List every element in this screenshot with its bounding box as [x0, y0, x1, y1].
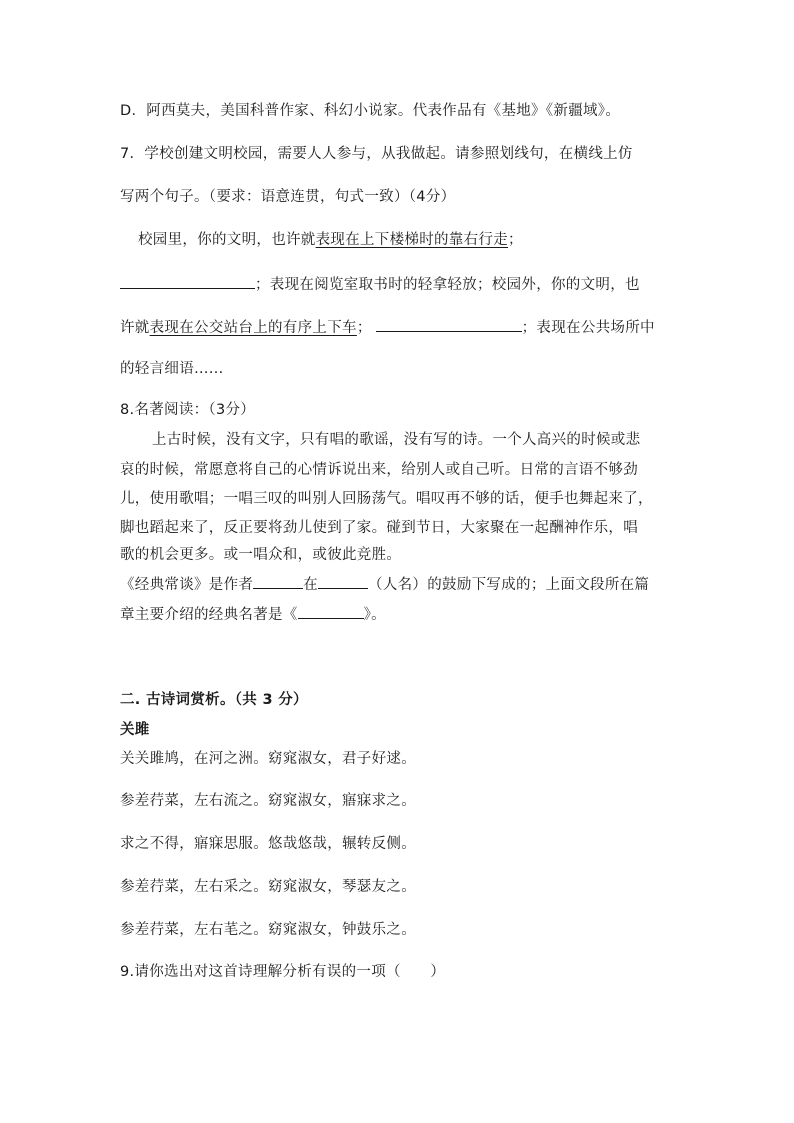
q8-question-text: 在	[303, 577, 319, 593]
q6-option-d: D．阿西莫夫，美国科普作家、科幻小说家。代表作品有《基地》《新疆域》。	[120, 103, 621, 119]
q8-passage-line: 脚也蹈起来了，反正要将劲儿使到了家。碰到节日，大家聚在一起酬神作乐，唱	[120, 520, 638, 536]
q8-question-text: （人名）的鼓励下写成的；上面文段所在篇	[368, 577, 650, 593]
q8-question-line-1	[120, 573, 649, 595]
q8-passage-line: 哀的时候，常愿意将自己的心情诉说出来，给别人或自己听。日常的言语不够劲	[120, 462, 638, 478]
q7-punct: ；	[508, 232, 523, 248]
q9-prompt: 9.请你选出对这首诗理解分析有误的一项（ ）	[120, 964, 446, 980]
poem-title: 关雎	[120, 722, 150, 738]
q8-question-text: 《经典常谈》是作者	[120, 577, 254, 593]
q7-example-text: 许就	[120, 320, 150, 336]
q7-answer-blank-2[interactable]	[376, 316, 522, 332]
q8-passage-line: 上古时候，没有文字，只有唱的歌谣，没有写的诗。一个人高兴的时候或悲	[152, 432, 641, 448]
q8-person-blank[interactable]	[318, 573, 368, 589]
poem-line: 参差荇菜，左右流之。窈窕淑女，寤寐求之。	[120, 793, 416, 809]
q8-question-text: 》。	[363, 607, 386, 623]
q8-question-text: 章主要介绍的经典名著是《	[120, 607, 298, 623]
q7-example-line-3	[120, 316, 655, 338]
q7-example-line-4: 的轻言细语……	[120, 361, 224, 377]
q7-example-text: 校园里，你的文明，也许就	[138, 232, 316, 248]
q8-passage-line: 歌的机会更多。或一唱众和，或彼此竞胜。	[120, 547, 402, 563]
q7-underlined-sentence-1: 表现在上下楼梯时的靠右行走	[315, 232, 509, 248]
q8-question-line-2	[120, 603, 386, 625]
q8-title: 8.名著阅读：（3分）	[120, 402, 256, 418]
q7-prompt-line-1: 7．学校创建文明校园，需要人人参与，从我做起。请参照划线句，在横线上仿	[120, 146, 633, 162]
poem-line: 参差荇菜，左右芼之。窈窕淑女，钟鼓乐之。	[120, 922, 416, 938]
q8-passage-line: 儿，使用歌唱；一唱三叹的叫别人回肠荡气。唱叹再不够的话，便手也舞起来了，	[120, 491, 653, 507]
q7-punct: ；	[356, 320, 372, 336]
q8-author-blank[interactable]	[253, 573, 303, 589]
q8-book-blank[interactable]	[298, 603, 364, 619]
q7-example-line-1	[138, 230, 523, 250]
q7-prompt-line-2: 写两个句子。（要求：语意连贯，句式一致）（4分）	[120, 189, 456, 205]
section-2-heading: 二. 古诗词赏析。（共 3 分）	[120, 692, 308, 708]
poem-line: 参差荇菜，左右采之。窈窕淑女，琴瑟友之。	[120, 879, 416, 895]
poem-line: 关关雎鸠，在河之洲。窈窕淑女，君子好逑。	[120, 751, 416, 767]
q7-example-text: ；表现在阅览室取书时的轻拿轻放；校园外，你的文明，也	[255, 277, 640, 293]
q7-example-line-2	[120, 273, 640, 295]
q7-answer-blank-1[interactable]	[120, 273, 255, 289]
q7-example-text: ；表现在公共场所中	[521, 320, 655, 336]
poem-line: 求之不得，寤寐思服。悠哉悠哉，辗转反侧。	[120, 836, 416, 852]
q7-underlined-sentence-2: 表现在公交站台上的有序上下车	[149, 320, 357, 336]
